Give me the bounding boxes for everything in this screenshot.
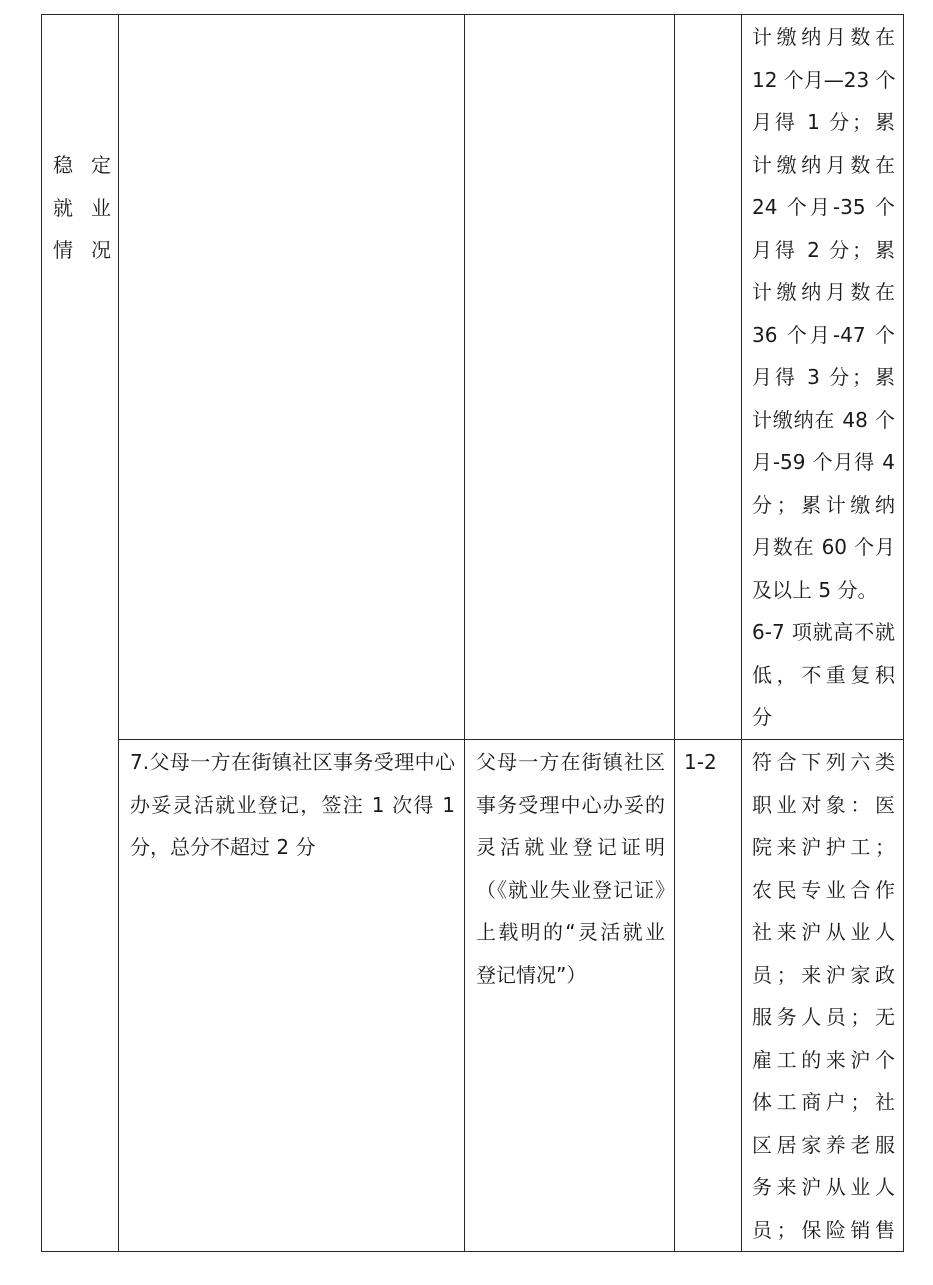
notes-line: 月数在 60 个月	[752, 535, 895, 559]
notes-line: 雇工的来沪个	[752, 1047, 895, 1072]
category-line: 情况	[53, 238, 111, 262]
notes-line: 12 个月—23 个	[752, 67, 896, 92]
category-label	[42, 144, 111, 272]
indicator-cell	[119, 740, 465, 1252]
scoring-notes	[742, 15, 903, 739]
score-cell-empty	[675, 15, 742, 740]
table-row	[42, 15, 904, 740]
notes-line: 职业对象：医	[752, 792, 895, 817]
notes-line: 院来沪护工；	[752, 835, 895, 859]
notes-line: 6-7 项就高不就	[752, 620, 895, 644]
notes-line: 服务人员；无	[752, 1005, 895, 1029]
category-cell	[42, 15, 119, 1252]
notes-cell	[742, 740, 904, 1252]
notes-line: 符合下列六类	[752, 750, 895, 774]
score-cell	[675, 740, 742, 1252]
notes-line: 计缴纳月数在	[752, 152, 895, 177]
indicator-cell-empty	[119, 15, 465, 740]
notes-line: 体工商户；社	[752, 1090, 895, 1114]
category-line: 就 业	[53, 195, 111, 220]
notes-line: 计缴纳月数在	[752, 280, 895, 304]
material-cell	[465, 740, 675, 1252]
notes-line: 计缴纳在 48 个	[752, 407, 895, 432]
notes-line: 计缴纳月数在	[752, 25, 895, 49]
notes-line: 低，不重复积	[752, 662, 895, 687]
notes-line: 月得 2 分；累	[752, 237, 895, 262]
material-text: 父母一方在街镇社区事务受理中心办妥的灵活就业登记证明（《就业失业登记证》上载明的“灵活就业登记情况”）	[476, 750, 665, 987]
notes-line: 月得 3 分；累	[752, 365, 895, 389]
notes-line: 员；来沪家政	[752, 962, 895, 987]
notes-cell	[742, 15, 904, 740]
eligibility-notes	[742, 740, 903, 1251]
notes-line: 分	[752, 705, 772, 729]
notes-line: 月-59 个月得 4	[752, 450, 895, 474]
notes-line: 月得 1 分；累	[752, 110, 895, 134]
notes-line: 员；保险销售	[752, 1217, 895, 1242]
notes-line: 24 个月-35 个	[752, 195, 895, 219]
notes-line: 农民专业合作	[752, 877, 895, 902]
table-row	[42, 740, 904, 1252]
score-text: 1-2	[684, 750, 717, 774]
indicator-text: 7.父母一方在街镇社区事务受理中心办妥灵活就业登记，签注 1 次得 1 分，总分不超过 2 分	[130, 750, 455, 859]
notes-line: 社来沪从业人	[752, 920, 895, 944]
notes-line: 务来沪从业人	[752, 1175, 895, 1199]
notes-line: 及以上 5 分。	[752, 577, 878, 602]
material-cell-empty	[465, 15, 675, 740]
notes-line: 区居家养老服	[752, 1132, 895, 1157]
notes-line: 36 个月-47 个	[752, 322, 895, 347]
notes-line: 分；累计缴纳	[752, 492, 895, 517]
document-table	[41, 14, 904, 1252]
category-line: 稳 定	[53, 153, 111, 177]
